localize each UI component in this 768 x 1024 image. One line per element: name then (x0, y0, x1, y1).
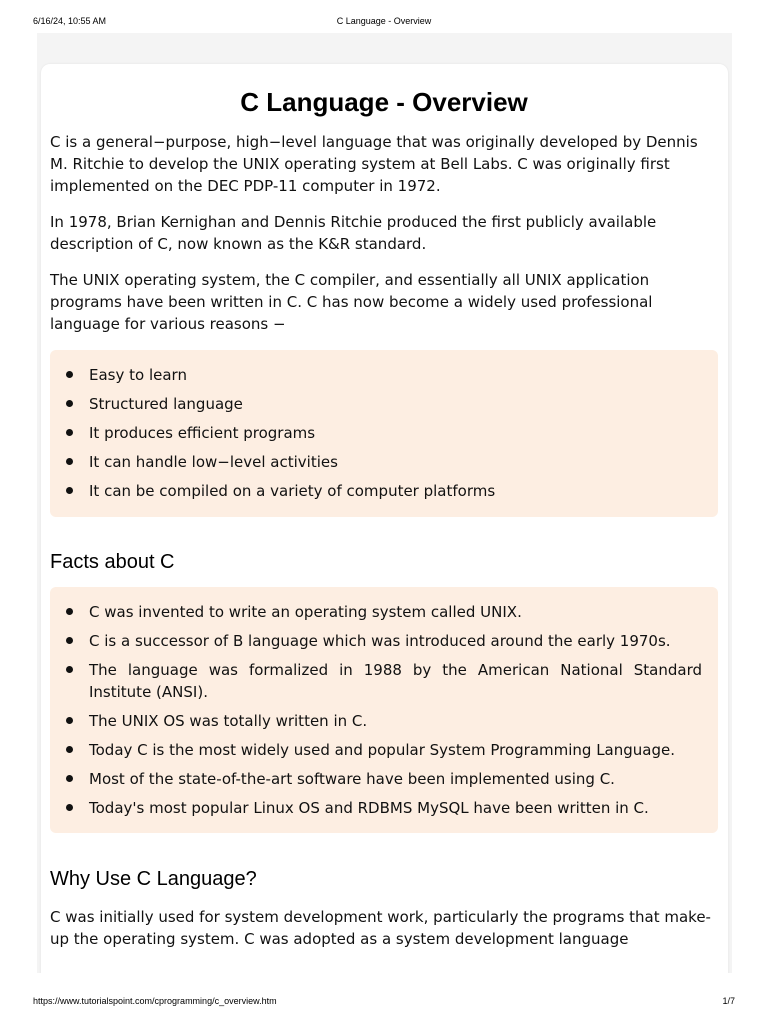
list-item: Structured language (50, 393, 718, 415)
bullet-icon (66, 746, 73, 753)
print-footer (0, 996, 768, 1012)
intro-paragraph-2: In 1978, Brian Kernighan and Dennis Ritchie produced the first publicly available description of C, now known as the K&R standard. (50, 213, 657, 253)
bullet-icon (66, 487, 73, 494)
list-item: The UNIX OS was totally written in C. (50, 710, 718, 732)
list-item: It can handle low−level activities (50, 451, 718, 473)
bullet-icon (66, 608, 73, 615)
list-item: Easy to learn (50, 364, 718, 386)
bullet-icon (66, 717, 73, 724)
facts-heading: Facts about C (50, 551, 175, 573)
intro-paragraph-1: C is a general−purpose, high−level language that was originally developed by Dennis M. Ritchie to develop the UNIX operating system at Bell Labs. C was originally first implemented on the DEC PDP-11 computer in 1972. (50, 133, 698, 195)
list-item: Today's most popular Linux OS and RDBMS MySQL have been written in C. (50, 797, 718, 819)
why-heading: Why Use C Language? (50, 868, 257, 890)
page-title: C Language - Overview (240, 87, 528, 117)
page-background (37, 33, 732, 973)
intro-paragraph-3: The UNIX operating system, the C compiler, and essentially all UNIX application programs have been written in C. C has now become a widely used professional language for various reasons − (50, 271, 653, 333)
reasons-list (50, 364, 718, 502)
bullet-icon (66, 429, 73, 436)
list-item: Today C is the most widely used and popular System Programming Language. (50, 739, 718, 761)
reasons-box (50, 350, 718, 517)
page-number: 1/7 (722, 996, 735, 1006)
print-datetime: 6/16/24, 10:55 AM (33, 16, 107, 26)
list-item: It can be compiled on a variety of computer platforms (50, 480, 718, 502)
list-item: It produces efficient programs (50, 422, 718, 444)
bullet-icon (66, 637, 73, 644)
list-item: The language was formalized in 1988 by the American National Standard Institute (ANSI). (50, 659, 718, 703)
list-item: C is a successor of B language which was introduced around the early 1970s. (50, 630, 718, 652)
bullet-icon (66, 775, 73, 782)
list-item: Most of the state-of-the-art software have been implemented using C. (50, 768, 718, 790)
bullet-icon (66, 371, 73, 378)
bullet-icon (66, 666, 73, 673)
list-item: C was invented to write an operating system called UNIX. (50, 601, 718, 623)
article-card (41, 64, 728, 973)
print-header (0, 16, 768, 32)
facts-box (50, 587, 718, 833)
article-content (50, 64, 718, 950)
print-title: C Language - Overview (336, 16, 432, 26)
why-paragraph: C was initially used for system development work, particularly the programs that make-up the operating system. C was adopted as a system development language (50, 908, 711, 948)
bullet-icon (66, 804, 73, 811)
page-url: https://www.tutorialspoint.com/cprogramming/c_overview.htm (33, 996, 277, 1006)
facts-list (50, 601, 718, 819)
bullet-icon (66, 400, 73, 407)
bullet-icon (66, 458, 73, 465)
